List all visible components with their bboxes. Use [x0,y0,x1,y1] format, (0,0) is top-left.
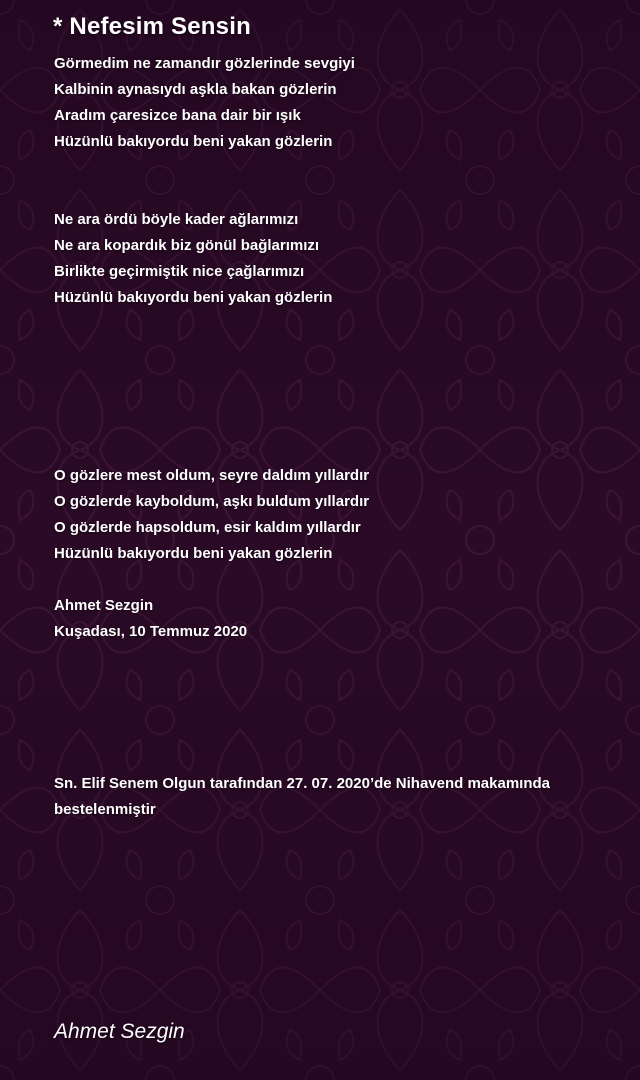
verse-line: Hüzünlü bakıyordu beni yakan gözlerin [54,289,333,306]
composition-note-line-2: bestelenmiştir [54,801,156,818]
stanza-1 [54,51,614,155]
verse-line: Aradım çaresizce bana dair bir ışık [54,107,301,124]
signature-place-date: Kuşadası, 10 Temmuz 2020 [54,623,248,640]
footer-author: Ahmet Sezgin [54,1020,185,1043]
verse-line: O gözlerde hapsoldum, esir kaldım yıllardır [54,519,361,536]
signature-author: Ahmet Sezgin [54,597,154,614]
signature-block [54,593,614,645]
verse-line: Birlikte geçirmiştik nice çağlarımızı [54,263,305,280]
verse-line: O gözlere mest oldum, seyre daldım yıllardır [54,467,370,484]
verse-line: Ne ara ördü böyle kader ağlarımızı [54,211,299,228]
stanza-3 [54,463,614,567]
verse-line: O gözlerde kayboldum, aşkı buldum yıllardır [54,493,370,510]
verse-line: Hüzünlü bakıyordu beni yakan gözlerin [54,133,333,150]
verse-line: Hüzünlü bakıyordu beni yakan gözlerin [54,545,333,562]
composition-note-line-1: Sn. Elif Senem Olgun tarafından 27. 07. 2020’de Nihavend makamında [54,775,550,792]
verse-line: Ne ara kopardık biz gönül bağlarımızı [54,237,320,254]
composition-note [54,771,614,823]
verse-line: Kalbinin aynasıydı aşkla bakan gözlerin [54,81,337,98]
verse-line: Görmedim ne zamandır gözlerinde sevgiyi [54,55,355,72]
poem-title: * Nefesim Sensin [53,13,251,40]
stanza-2 [54,207,614,311]
